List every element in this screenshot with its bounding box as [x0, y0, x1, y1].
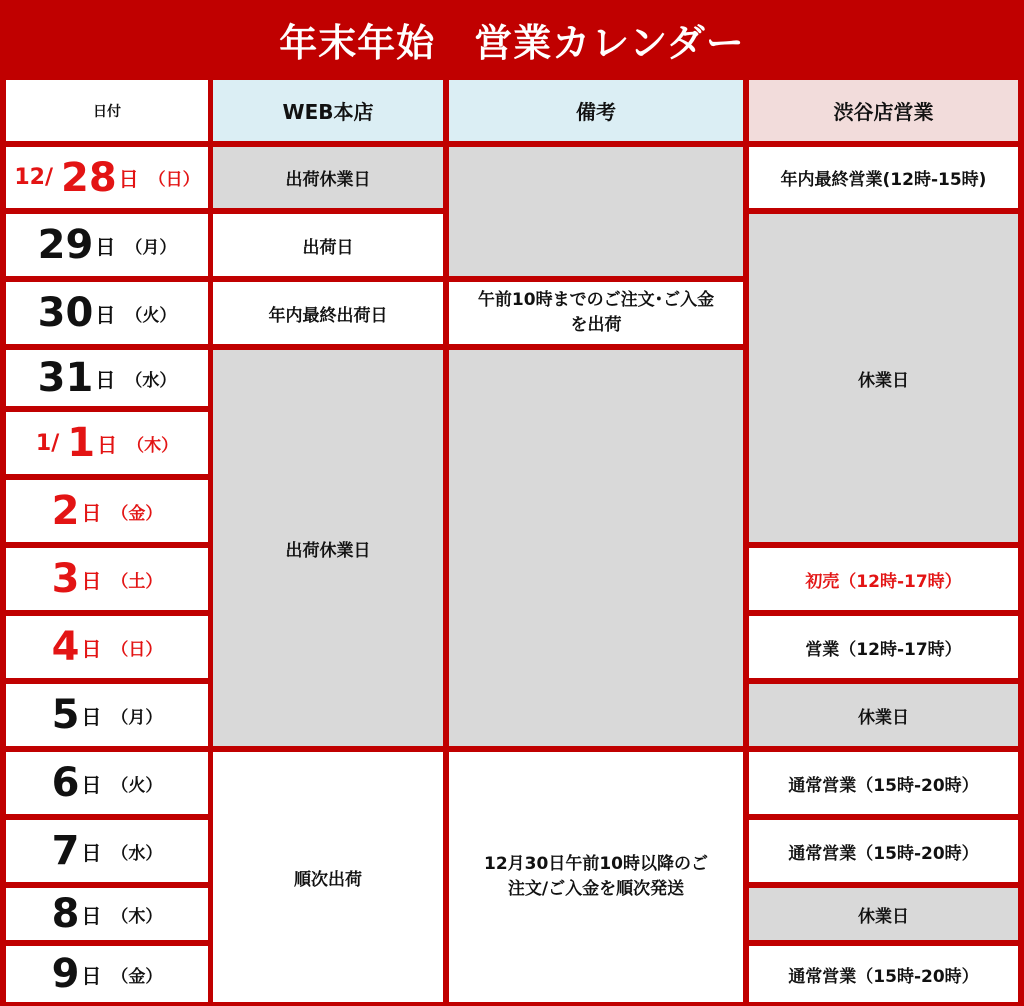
date-cell — [6, 752, 208, 814]
date-unit: 日 — [118, 167, 139, 191]
date-cell — [6, 820, 208, 882]
date-weekday: （水） — [125, 370, 177, 391]
notes-cell-12-28-29 — [449, 147, 743, 276]
date-day: 4 — [51, 624, 80, 670]
date-cell — [6, 548, 208, 610]
notes-cell-1-6-to-1-9: 12月30日午前10時以降のご 注文/ご入金を順次発送 — [449, 752, 743, 1002]
date-cell — [6, 888, 208, 940]
date-day: 29 — [37, 222, 94, 268]
shibuya-cell-1-8: 休業日 — [749, 888, 1018, 940]
web-cell-12-31-to-1-5: 出荷休業日 — [213, 350, 443, 746]
page-title: 年末年始 営業カレンダー — [279, 20, 745, 65]
date-weekday: （火） — [125, 305, 177, 326]
header-date: 日付 — [6, 80, 208, 141]
header-web: WEB本店 — [213, 80, 443, 141]
date-weekday: （火） — [111, 775, 163, 796]
date-unit: 日 — [81, 840, 102, 865]
date-day: 2 — [51, 488, 80, 534]
date-unit: 日 — [81, 903, 102, 928]
date-day: 9 — [51, 951, 80, 997]
date-cell — [6, 214, 208, 276]
date-cell — [6, 412, 208, 474]
web-cell-12-29: 出荷日 — [213, 214, 443, 276]
date-weekday: （土） — [111, 571, 163, 592]
date-cell — [6, 946, 208, 1002]
date-unit: 日 — [95, 234, 116, 259]
date-day: 5 — [51, 692, 80, 738]
shibuya-cell-1-5: 休業日 — [749, 684, 1018, 746]
date-weekday: （月） — [111, 707, 163, 728]
date-unit: 日 — [95, 367, 116, 392]
date-weekday: （金） — [111, 966, 163, 987]
date-weekday: （日） — [111, 639, 163, 660]
web-cell-12-28: 出荷休業日 — [213, 147, 443, 208]
date-weekday: （日） — [148, 170, 200, 190]
date-unit: 日 — [81, 636, 102, 661]
shibuya-cell-1-6: 通常営業（15時-20時） — [749, 752, 1018, 814]
date-unit: 日 — [81, 704, 102, 729]
date-day: 31 — [37, 355, 94, 401]
date-day: 8 — [51, 891, 80, 937]
date-unit: 日 — [81, 963, 102, 988]
date-day: 7 — [51, 828, 80, 874]
date-unit: 日 — [81, 568, 102, 593]
date-weekday: （月） — [125, 237, 177, 258]
shibuya-cell-1-4: 営業（12時-17時） — [749, 616, 1018, 678]
notes-cell-12-30: 午前10時までのご注文･ご入金 を出荷 — [449, 282, 743, 344]
notes-cell-12-31-to-1-5 — [449, 350, 743, 746]
date-day: 6 — [51, 760, 80, 806]
web-cell-12-30: 年内最終出荷日 — [213, 282, 443, 344]
shibuya-cell-12-29-to-1-2: 休業日 — [749, 214, 1018, 542]
shibuya-cell-12-28: 年内最終営業(12時-15時) — [749, 147, 1018, 208]
date-unit: 日 — [95, 302, 116, 327]
date-day: 28 — [60, 154, 117, 201]
date-month: 12/ — [14, 165, 53, 190]
date-month: 1/ — [35, 430, 60, 456]
date-cell — [6, 480, 208, 542]
date-day: 1 — [67, 420, 96, 466]
date-unit: 日 — [97, 432, 118, 457]
date-unit: 日 — [81, 772, 102, 797]
shibuya-cell-1-7: 通常営業（15時-20時） — [749, 820, 1018, 882]
date-cell — [6, 282, 208, 344]
header-shibuya: 渋谷店営業 — [749, 80, 1018, 141]
date-day: 3 — [51, 556, 80, 602]
web-cell-1-6-to-1-9: 順次出荷 — [213, 752, 443, 1002]
date-weekday: （木） — [111, 906, 163, 927]
date-weekday: （金） — [111, 503, 163, 524]
date-cell — [6, 616, 208, 678]
date-unit: 日 — [81, 500, 102, 525]
shibuya-cell-1-9: 通常営業（15時-20時） — [749, 946, 1018, 1002]
date-cell — [6, 684, 208, 746]
date-weekday: （木） — [127, 435, 179, 456]
header-notes: 備考 — [449, 80, 743, 141]
shibuya-cell-1-3: 初売（12時-17時） — [749, 548, 1018, 610]
date-day: 30 — [37, 290, 94, 336]
date-weekday: （水） — [111, 843, 163, 864]
date-cell — [6, 350, 208, 406]
date-cell — [6, 147, 208, 208]
